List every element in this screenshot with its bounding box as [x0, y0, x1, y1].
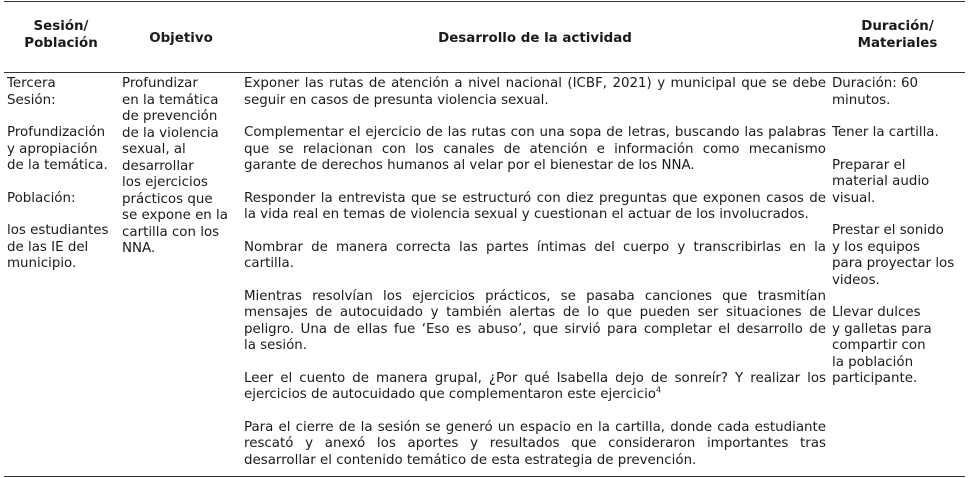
poblacion-line: los estudiantes	[7, 223, 109, 238]
header-sesion: Sesión/ Población	[24, 19, 98, 51]
poblacion-line: de las IE del	[7, 239, 89, 255]
footnote-ref: 4	[656, 385, 662, 395]
activity-table	[4, 1, 965, 477]
activity-paragraph: Para el cierre de la sesión se generó un espacio en la cartilla, donde cada estudiante rescató y anexó los aportes y resultados que consideraron importantes tras desarrollar el contenido temático de esta estrategia de prevención.	[244, 419, 826, 468]
activity-paragraph: Nombrar de manera correcta las partes íntimas del cuerpo y transcribirlas en la cartilla.	[244, 239, 826, 271]
header-duracion: Duración/ Materiales	[857, 19, 938, 51]
sesion-tema-line: Profundización	[7, 125, 106, 140]
sesion-cell	[7, 76, 119, 273]
activity-paragraph: Leer el cuento de manera grupal, ¿Por qué Isabella dejo de sonreír? Y realizar los ejercicios de autocuidado que complementaron este ejercicio$^4$	[244, 370, 826, 402]
activity-paragraph: Mientras resolvían los ejercicios prácticos, se pasaba canciones que trasmitían mensajes de autocuidado y también alertas de lo que pueden ser situaciones de peligro. Una de ellas fue ‘Eso es abuso’, que sirvió para completar el desarrollo de la sesión.	[244, 288, 826, 353]
duracion-cell: Duración: 60 minutos. Tener la cartilla. Preparar el material audio visual. Prestar el sonido y los equipos para proyectar los videos. Llevar dulces y galletas para compartir con la población participante.	[832, 76, 955, 386]
activity-paragraph: Exponer las rutas de atención a nivel nacional (ICBF, 2021) y municipal que se debe seguir en casos de presunta violencia sexual.	[244, 76, 826, 108]
poblacion-label: Población:	[7, 190, 76, 206]
desarrollo-cell	[244, 76, 826, 469]
sesion-tema-line: de la temática.	[7, 158, 108, 173]
sesion-title-line: Tercera	[7, 76, 56, 91]
header-objetivo: Objetivo	[149, 31, 213, 46]
sesion-title-line: Sesión:	[7, 92, 56, 108]
header-desarrollo: Desarrollo de la actividad	[438, 31, 632, 46]
table-header	[4, 2, 965, 73]
poblacion-line: municipio.	[7, 256, 77, 271]
sesion-tema-line: y apropiación	[7, 141, 98, 157]
activity-paragraph: Responder la entrevista que se estructuró con diez preguntas que exponen casos de la vida real en temas de violencia sexual y cuestionan el actuar de los involucrados.	[244, 190, 826, 222]
activity-paragraph: Complementar el ejercicio de las rutas con una sopa de letras, buscando las palabras que se relacionan con los canales de atención e información como mecanismo garante de derechos humanos al velar por el bienestar de los NNA.	[244, 125, 826, 173]
objetivo-cell: Profundizar en la temática de prevención de la violencia sexual, al desarrollar los ejercicios prácticos que se expone en la cartilla con los NNA.	[122, 76, 228, 256]
